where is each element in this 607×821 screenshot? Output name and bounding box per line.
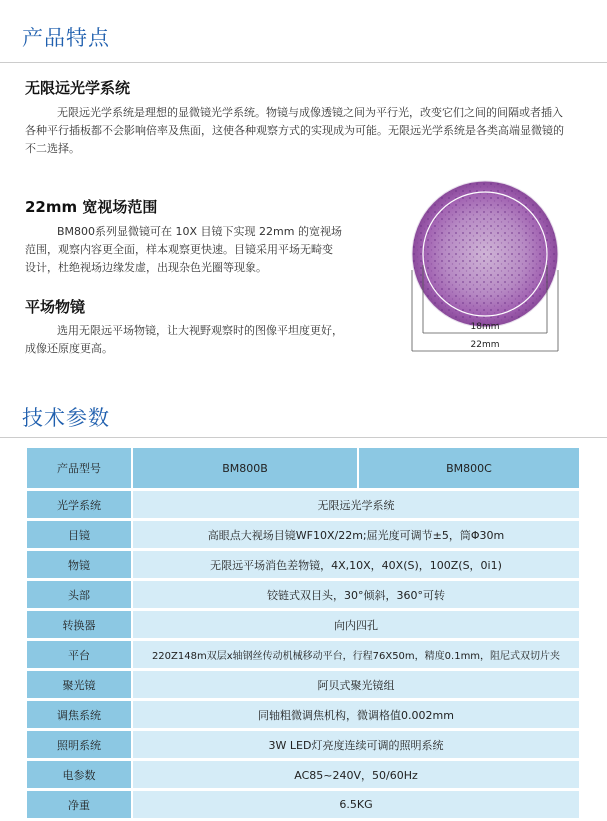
spec-row [27,521,579,548]
spec-header-row [27,448,579,488]
spec-value: 3W LED灯亮度连续可调的照明系统 [133,731,579,758]
spec-label: 光学系统 [27,491,131,518]
plan-objective-line: 选用无限远平场物镜，让大视野观察时的图像平坦度更好， [57,324,343,337]
section-divider [0,62,607,63]
spec-value: AC85~240V，50/60Hz [133,761,579,788]
infinity-title: 无限远光学系统 [25,79,131,97]
infinity-paragraph [25,104,585,158]
spec-value: 无限远平场消色差物镜，4X,10X，40X(S)，100Z(S，0i1) [133,551,579,578]
spec-label: 头部 [27,581,131,608]
spec-row [27,611,579,638]
spec-row [27,641,579,668]
infinity-line: 各种平行插板都不会影响倍率及焦面，这使各种观察方式的实现成为可能。无限远光学系统是各类高端显微镜的 [25,124,564,137]
spec-row [27,581,579,608]
spec-value: 阿贝式聚光镜组 [133,671,579,698]
field-of-view-figure [405,175,570,360]
plan-objective-paragraph [25,322,375,358]
model-bm800c: BM800C [359,448,579,488]
spec-value: 6.5KG [133,791,579,818]
spec-value: 向内四孔 [133,611,579,638]
infinity-line: 不二选择。 [25,142,80,155]
dimension-label-18mm: 18mm [470,322,500,332]
spec-row [27,551,579,578]
spec-label: 电参数 [27,761,131,788]
spec-label: 照明系统 [27,731,131,758]
plan-objective-title: 平场物镜 [25,298,86,316]
spec-row [27,791,579,818]
section-divider [0,437,607,438]
spec-table [27,448,579,821]
wide-field-line: 范围，观察内容更全面，样本观察更快速。目镜采用平场无畸变 [25,243,333,256]
spec-label: 转换器 [27,611,131,638]
spec-value: 铰链式双目头，30°倾斜，360°可转 [133,581,579,608]
wide-field-paragraph [25,223,375,277]
spec-label: 平台 [27,641,131,668]
spec-row [27,701,579,728]
spec-value: 同轴粗微调焦机构，微调格值0.002mm [133,701,579,728]
plan-objective-line: 成像还原度更高。 [25,342,113,355]
spec-label: 物镜 [27,551,131,578]
wide-field-line: 设计，杜绝视场边缘发虚，出现杂色光圈等现象。 [25,261,267,274]
spec-value: 高眼点大视场目镜WF10X/22m;屈光度可调节±5，筒Φ30m [133,521,579,548]
model-bm800b: BM800B [133,448,357,488]
wide-field-line: BM800系列显微镜可在 10X 目镜下实现 22mm 的宽视场 [57,225,342,238]
spec-label: 目镜 [27,521,131,548]
spec-value: 220Z148m双层x轴钢丝传动机械移动平台，行程76X50m，精度0.1mm，阻尼式双切片夹 [133,641,579,668]
dimension-label-22mm: 22mm [470,340,500,350]
spec-row [27,671,579,698]
spec-row [27,761,579,788]
spec-label: 净重 [27,791,131,818]
spec-row [27,491,579,518]
model-label: 产品型号 [27,448,131,488]
spec-value: 无限远光学系统 [133,491,579,518]
spec-label: 调焦系统 [27,701,131,728]
spec-label: 聚光镜 [27,671,131,698]
wide-field-title: 22mm 宽视场范围 [25,198,158,216]
specs-heading: 技术参数 [22,406,110,430]
infinity-line: 无限远光学系统是理想的显微镜光学系统。物镜与成像透镜之间为平行光，改变它们之间的间隔或者插入 [57,106,563,119]
features-heading: 产品特点 [22,26,110,50]
spec-row [27,731,579,758]
